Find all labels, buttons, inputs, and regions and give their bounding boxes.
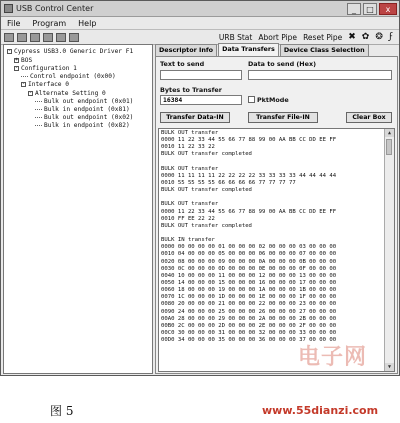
pktmode-checkbox[interactable] xyxy=(248,96,255,103)
text-to-send-input[interactable] xyxy=(160,70,242,80)
tree-connector xyxy=(35,125,42,126)
log-line: BULK OUT transfer xyxy=(161,165,219,172)
tree-item-device[interactable] xyxy=(7,48,133,55)
stop-icon[interactable]: ✖ xyxy=(348,32,356,42)
log-line: 0060 18 00 00 00 19 00 00 00 1A 00 00 00 1B 00 00 00 xyxy=(161,287,337,294)
tree-item-interface[interactable] xyxy=(21,81,69,88)
tree-item-control-endpoint[interactable] xyxy=(21,73,116,80)
tree-connector xyxy=(21,76,28,77)
collapse-icon[interactable]: - xyxy=(15,65,19,71)
watermark-text: 电子网 xyxy=(298,345,368,370)
close-button[interactable]: x xyxy=(379,3,397,15)
flower-icon[interactable]: ✿ xyxy=(361,32,370,42)
log-scrollbar[interactable] xyxy=(384,129,394,371)
log-line: 0030 0C 00 00 00 0D 00 00 00 0E 00 00 00 0F 00 00 00 xyxy=(161,265,337,272)
tree-item-bulk-out-01[interactable] xyxy=(35,98,133,105)
log-line xyxy=(161,230,386,237)
log-line: 0010 FF EE 22 22 xyxy=(161,215,215,222)
log-line: 00B0 2C 00 00 00 2D 00 00 00 2E 00 00 00 2F 00 00 00 xyxy=(161,322,337,329)
log-line: BULK OUT transfer completed xyxy=(161,222,252,229)
toolbar-icons xyxy=(4,33,82,42)
data-transfers-panel xyxy=(155,56,398,374)
log-line: 00D0 34 00 00 00 35 00 00 00 36 00 00 00 37 00 00 00 xyxy=(161,337,337,344)
log-line: 0000 11 22 33 44 55 66 77 88 99 00 AA BB CC DD EE FF xyxy=(161,137,337,144)
log-line: 0090 24 00 00 00 25 00 00 00 26 00 00 00 27 00 00 00 xyxy=(161,308,337,315)
log-line: 0000 11 22 33 44 55 66 77 88 99 00 AA BB CC DD EE FF xyxy=(161,208,337,215)
reset-pipe-button[interactable]: Reset Pipe xyxy=(303,32,343,42)
text-to-send-label: Text to send xyxy=(160,60,205,68)
tree-item-bulk-in-82[interactable] xyxy=(35,122,130,129)
tree-item-label: Bulk in endpoint (0x82) xyxy=(44,122,130,129)
sun-icon[interactable]: ❂ xyxy=(375,32,383,42)
open-icon[interactable] xyxy=(4,33,14,42)
tree-item-label: Alternate Setting 0 xyxy=(35,90,106,97)
scroll-up-icon[interactable]: ▲ xyxy=(385,129,394,137)
tree-item-label: Control endpoint (0x00) xyxy=(30,73,116,80)
log-line xyxy=(161,194,386,201)
urb-stat-button[interactable]: URB Stat xyxy=(218,32,253,42)
device-icon[interactable] xyxy=(56,33,66,42)
minimize-button[interactable]: _ xyxy=(347,3,361,15)
log-line: BULK OUT transfer completed xyxy=(161,187,252,194)
tab-data-transfers[interactable]: Data Transfers xyxy=(218,43,279,56)
scroll-thumb[interactable] xyxy=(386,139,392,155)
log-line: BULK OUT transfer completed xyxy=(161,151,252,158)
tree-item-label: Bulk in endpoint (0x81) xyxy=(44,106,130,113)
clear-box-button[interactable]: Clear Box xyxy=(346,112,392,123)
log-line: 0000 00 00 00 00 01 00 00 00 02 00 00 00 03 00 00 00 xyxy=(161,244,337,251)
log-line: 0050 14 00 00 00 15 00 00 00 16 00 00 00 17 00 00 00 xyxy=(161,279,337,286)
transfer-data-in-button[interactable]: Transfer Data-IN xyxy=(160,112,230,123)
tree-item-label: Configuration 1 xyxy=(21,65,77,72)
log-line: 0020 08 00 00 00 09 00 00 00 0A 00 00 00 0B 00 00 00 xyxy=(161,258,337,265)
app-icon xyxy=(4,4,13,13)
tree-item-alternate-setting[interactable] xyxy=(28,90,106,97)
log-line: 0070 1C 00 00 00 1D 00 00 00 1E 00 00 00 1F 00 00 00 xyxy=(161,294,337,301)
window-title: USB Control Center xyxy=(16,4,94,13)
scroll-down-icon[interactable]: ▼ xyxy=(385,363,394,371)
log-line: 00A0 28 00 00 00 29 00 00 00 2A 00 00 00 2B 00 00 00 xyxy=(161,315,337,322)
tree-item-label: Cypress USB3.0 Generic Driver F1 xyxy=(14,48,134,55)
log-text xyxy=(161,130,386,344)
tree-item-bulk-in-81[interactable] xyxy=(35,106,130,113)
collapse-icon[interactable]: - xyxy=(8,48,12,54)
data-to-send-label: Data to send (Hex) xyxy=(248,60,317,68)
tab-descriptor-info[interactable]: Descriptor Info xyxy=(155,44,217,56)
transfer-pane xyxy=(155,44,398,374)
bytes-to-transfer-input[interactable]: 16384 xyxy=(160,95,242,105)
tree-item-configuration[interactable] xyxy=(14,65,77,72)
log-line: 0010 11 22 33 22 xyxy=(161,144,215,151)
log-line: 0000 11 11 11 11 22 22 22 22 33 33 33 33 44 44 44 44 xyxy=(161,172,337,179)
toolbar-actions xyxy=(219,32,399,42)
menu-help[interactable]: Help xyxy=(78,18,97,28)
log-line: BULK OUT transfer xyxy=(161,201,219,208)
abort-pipe-button[interactable]: Abort Pipe xyxy=(258,32,298,42)
tool-icon[interactable]: ϝ xyxy=(388,32,393,42)
tree-item-label: Bulk out endpoint (0x02) xyxy=(44,114,134,121)
pktmode-label: PktMode xyxy=(257,96,289,104)
toolbar xyxy=(1,30,399,45)
tree-item-bulk-out-02[interactable] xyxy=(35,114,133,121)
log-line: 0040 10 00 00 00 11 00 00 00 12 00 00 00 13 00 00 00 xyxy=(161,272,337,279)
collapse-icon[interactable]: - xyxy=(22,81,26,87)
tree-item-label: BOS xyxy=(21,57,33,64)
tab-strip xyxy=(155,44,398,56)
refresh-icon[interactable] xyxy=(30,33,40,42)
site-url: www.55dianzi.com xyxy=(262,404,379,417)
tree-item-label: Bulk out endpoint (0x01) xyxy=(44,98,134,105)
settings-icon[interactable] xyxy=(69,33,79,42)
tree-connector xyxy=(35,109,42,110)
title-bar[interactable] xyxy=(1,1,399,17)
log-line xyxy=(161,159,386,166)
tree-connector xyxy=(35,101,42,102)
maximize-button[interactable]: □ xyxy=(363,3,377,15)
tree-item-bos[interactable] xyxy=(14,57,32,64)
figure-caption: 图 5 xyxy=(50,404,74,418)
device-tree[interactable] xyxy=(3,44,153,374)
transfer-file-in-button[interactable]: Transfer File-IN xyxy=(248,112,318,123)
log-line: BULK OUT transfer xyxy=(161,130,219,136)
menu-program[interactable]: Program xyxy=(32,18,67,28)
bytes-to-transfer-label: Bytes to Transfer xyxy=(160,86,222,94)
log-line: 00C0 30 00 00 00 31 00 00 00 32 00 00 00 33 00 00 00 xyxy=(161,329,337,336)
log-line: 0010 55 55 55 55 66 66 66 66 77 77 77 77 xyxy=(161,179,296,186)
tree-connector xyxy=(35,117,42,118)
collapse-icon[interactable]: - xyxy=(29,90,33,96)
tree-item-label: Interface 0 xyxy=(28,81,69,88)
menu-file[interactable]: File xyxy=(7,18,21,28)
log-line: BULK IN transfer xyxy=(161,237,215,244)
window-controls xyxy=(347,3,399,15)
data-to-send-input[interactable] xyxy=(248,70,392,80)
plug-icon[interactable] xyxy=(43,33,53,42)
save-icon[interactable] xyxy=(17,33,27,42)
transfer-log[interactable] xyxy=(158,128,395,372)
log-line: 0010 04 00 00 00 05 00 00 00 06 00 00 00 07 00 00 00 xyxy=(161,251,337,258)
expand-icon[interactable]: + xyxy=(15,57,19,63)
menu-bar xyxy=(1,17,399,30)
tab-device-class-selection[interactable]: Device Class Selection xyxy=(280,44,369,56)
log-line: 0080 20 00 00 00 21 00 00 00 22 00 00 00 23 00 00 00 xyxy=(161,301,337,308)
